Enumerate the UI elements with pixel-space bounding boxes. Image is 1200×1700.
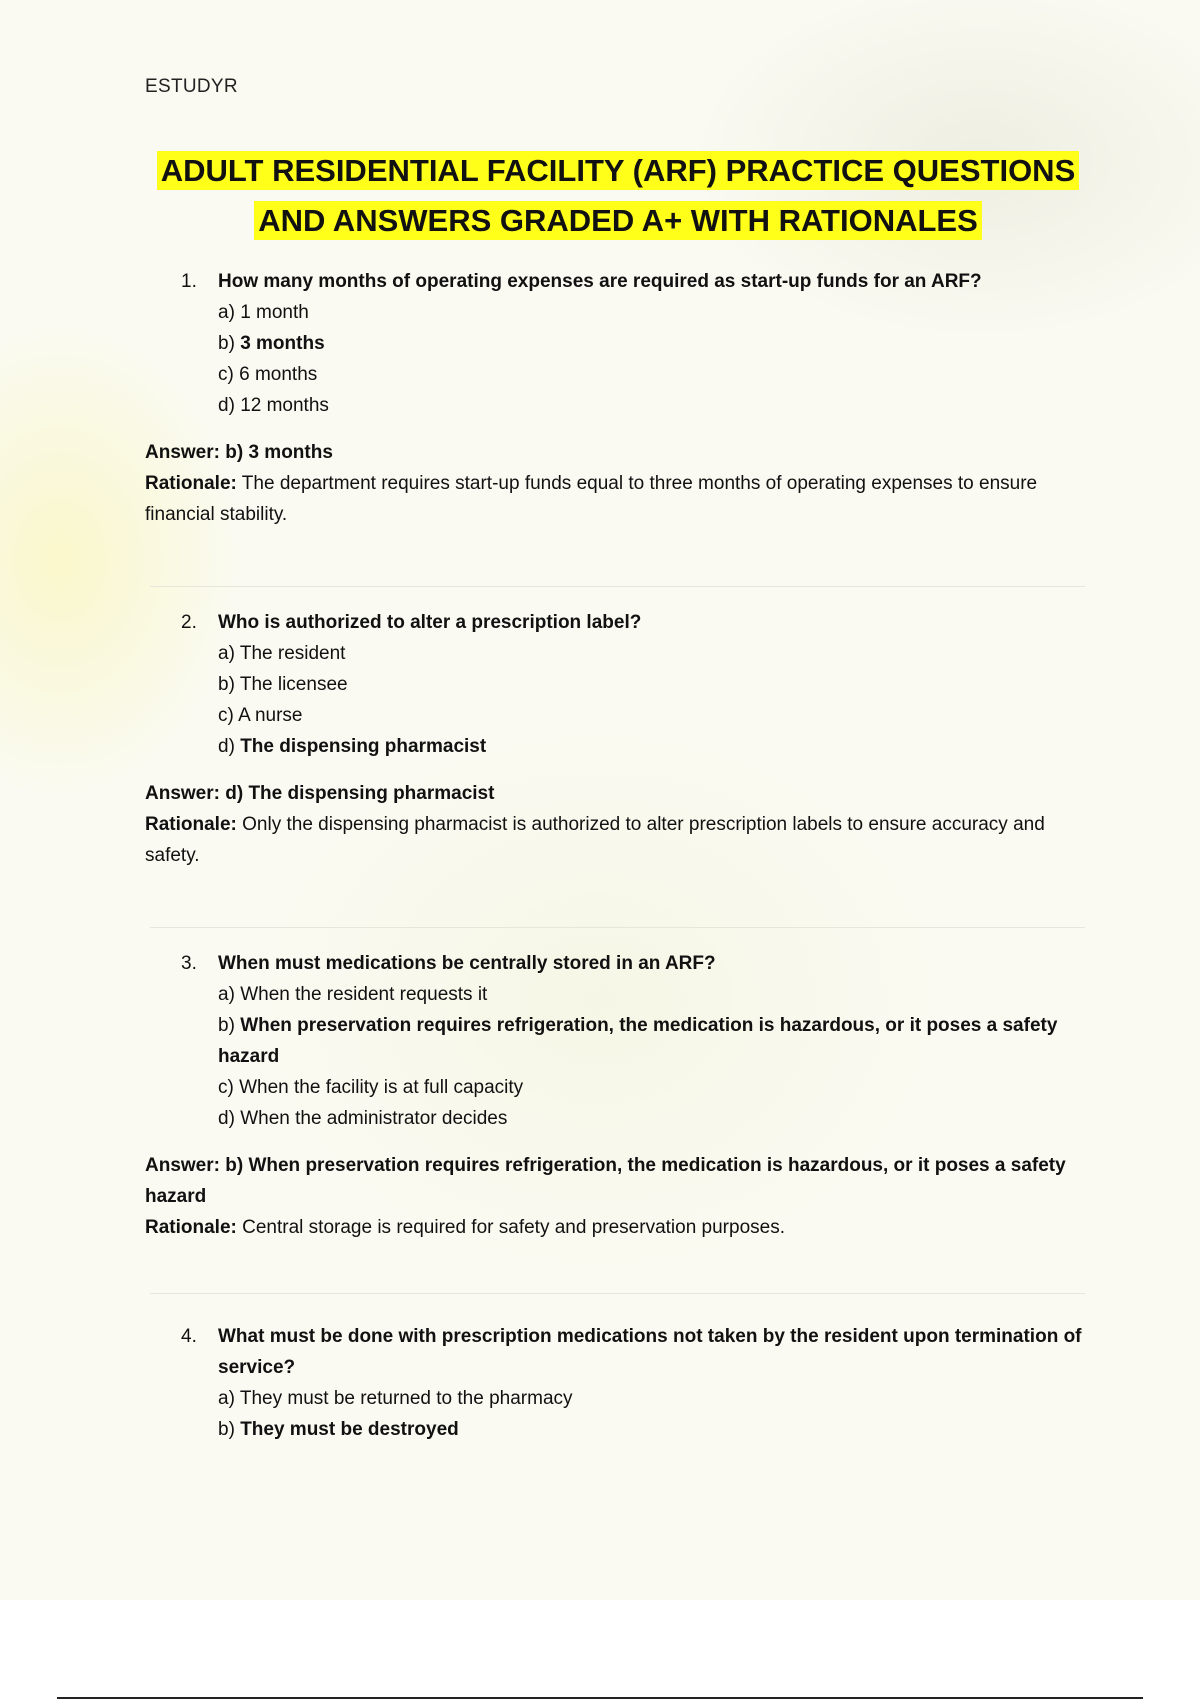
option-letter: a) (218, 984, 235, 1005)
option-letter: b) (218, 1015, 235, 1036)
option-letter: b) (218, 1419, 235, 1440)
option-text: When preservation requires refrigeration, the medication is hazardous, or it poses a safety hazard (218, 1015, 1058, 1067)
document-title (0, 146, 1200, 246)
option-letter: d) (218, 1108, 235, 1129)
option-b (218, 1010, 1085, 1072)
answer-line: Answer: d) The dispensing pharmacist (145, 783, 495, 804)
option-text: 12 months (240, 395, 329, 416)
option-letter: b) (218, 674, 235, 695)
option-text: The licensee (239, 674, 348, 695)
option-text: 6 months (239, 364, 318, 385)
question-number: 2. (181, 612, 197, 633)
section-divider (150, 927, 1085, 928)
question-text (145, 1321, 1085, 1383)
footer-rule (57, 1697, 1143, 1699)
option-b (218, 328, 1085, 359)
question-number: 3. (181, 953, 197, 974)
option-text: 3 months (240, 333, 325, 354)
option-letter: c) (218, 1077, 234, 1098)
option-text: They must be destroyed (240, 1419, 459, 1440)
option-letter: c) (218, 705, 234, 726)
page-bottom-margin (0, 1600, 1200, 1700)
title-line-1: ADULT RESIDENTIAL FACILITY (ARF) PRACTICE QUESTIONS (157, 151, 1080, 190)
question-text (145, 607, 1085, 638)
option-letter: b) (218, 333, 235, 354)
option-c (218, 359, 1085, 390)
rationale-label: Rationale: (145, 473, 237, 494)
option-list (145, 1383, 1085, 1445)
option-text: When the administrator decides (240, 1108, 508, 1129)
option-a (218, 297, 1085, 328)
question-block-4 (145, 1321, 1085, 1445)
rationale-label: Rationale: (145, 1217, 237, 1238)
option-text: When the facility is at full capacity (239, 1077, 524, 1098)
option-text: The dispensing pharmacist (240, 736, 487, 757)
rationale-line (145, 809, 1085, 871)
option-letter: a) (218, 643, 235, 664)
option-list (145, 979, 1085, 1134)
option-letter: d) (218, 736, 235, 757)
brand-label: ESTUDYR (145, 76, 238, 97)
option-a (218, 1383, 1085, 1414)
option-c (218, 700, 1085, 731)
answer-block (145, 778, 1085, 871)
question-text (145, 266, 1085, 297)
section-divider (150, 1293, 1085, 1294)
option-text: They must be returned to the pharmacy (239, 1388, 573, 1409)
answer-block (145, 437, 1085, 530)
option-letter: d) (218, 395, 235, 416)
option-d (218, 1103, 1085, 1134)
option-letter: c) (218, 364, 234, 385)
option-text: The resident (239, 643, 346, 664)
rationale-text: Central storage is required for safety and preservation purposes. (242, 1217, 785, 1238)
option-text: When the resident requests it (240, 984, 488, 1005)
question-block-2 (145, 607, 1085, 871)
option-list (145, 638, 1085, 762)
question-number: 4. (181, 1326, 197, 1347)
rationale-label: Rationale: (145, 814, 237, 835)
question-prompt: What must be done with prescription medications not taken by the resident upon termination of service? (218, 1326, 1082, 1378)
option-b (218, 669, 1085, 700)
rationale-line (145, 468, 1085, 530)
option-letter: a) (218, 302, 235, 323)
question-text (145, 948, 1085, 979)
option-c (218, 1072, 1085, 1103)
question-prompt: How many months of operating expenses are required as start-up funds for an ARF? (218, 271, 982, 292)
question-number: 1. (181, 271, 197, 292)
option-a (218, 638, 1085, 669)
option-d (218, 731, 1085, 762)
option-b (218, 1414, 1085, 1445)
option-text: 1 month (240, 302, 309, 323)
question-block-3 (145, 948, 1085, 1243)
question-block-1 (145, 266, 1085, 530)
option-letter: a) (218, 1388, 235, 1409)
question-prompt: When must medications be centrally stored in an ARF? (218, 953, 716, 974)
rationale-text: The department requires start-up funds equal to three months of operating expenses to ensure financial stability. (145, 473, 1038, 525)
answer-block (145, 1150, 1085, 1243)
answer-line: Answer: b) When preservation requires refrigeration, the medication is hazardous, or it poses a safety hazard (145, 1155, 1066, 1207)
answer-line: Answer: b) 3 months (145, 442, 333, 463)
option-a (218, 979, 1085, 1010)
option-text: A nurse (238, 705, 303, 726)
rationale-text: Only the dispensing pharmacist is authorized to alter prescription labels to ensure accuracy and safety. (145, 814, 1045, 866)
title-line-2: AND ANSWERS GRADED A+ WITH RATIONALES (254, 201, 982, 240)
question-prompt: Who is authorized to alter a prescription label? (218, 612, 642, 633)
option-d (218, 390, 1085, 421)
option-list (145, 297, 1085, 421)
section-divider (150, 586, 1085, 587)
rationale-line (145, 1212, 1085, 1243)
